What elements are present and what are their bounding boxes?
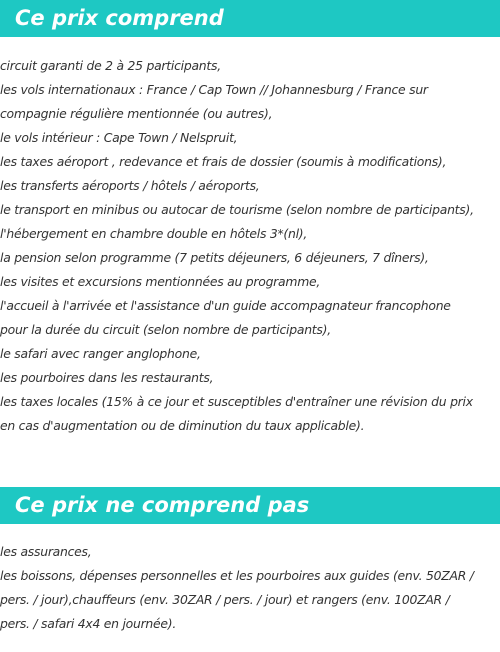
price-includes-list xyxy=(0,54,498,438)
list-line: en cas d'augmentation ou de diminution du taux applicable). xyxy=(0,418,365,433)
section-title-price-excludes: Ce prix ne comprend pas xyxy=(0,487,500,524)
section-title-price-includes: Ce prix comprend xyxy=(0,0,500,37)
list-line: la pension selon programme (7 petits déjeuners, 6 déjeuners, 7 dîners), xyxy=(0,250,429,265)
list-line: les boissons, dépenses personnelles et les pourboires aux guides (env. 50ZAR / xyxy=(0,568,474,583)
list-line: le transport en minibus ou autocar de tourisme (selon nombre de participants), xyxy=(0,202,474,217)
list-line: les transferts aéroports / hôtels / aéroports, xyxy=(0,178,260,193)
price-excludes-list xyxy=(0,540,498,636)
list-line: compagnie régulière mentionnée (ou autres), xyxy=(0,106,273,121)
list-line: les vols internationaux : France / Cap Town // Johannesburg / France sur xyxy=(0,82,428,97)
list-line: circuit garanti de 2 à 25 participants, xyxy=(0,58,221,73)
list-line: les visites et excursions mentionnées au programme, xyxy=(0,274,321,289)
list-line: le vols intérieur : Cape Town / Nelspruit, xyxy=(0,130,238,145)
list-line: pour la durée du circuit (selon nombre de participants), xyxy=(0,322,331,337)
list-line: les taxes locales (15% à ce jour et susceptibles d'entraîner une révision du prix xyxy=(0,394,473,409)
list-line: l'hébergement en chambre double en hôtels 3*(nl), xyxy=(0,226,308,241)
list-line: les pourboires dans les restaurants, xyxy=(0,370,214,385)
list-line: les taxes aéroport , redevance et frais de dossier (soumis à modifications), xyxy=(0,154,447,169)
list-line: le safari avec ranger anglophone, xyxy=(0,346,201,361)
list-line: pers. / jour),chauffeurs (env. 30ZAR / pers. / jour) et rangers (env. 100ZAR / xyxy=(0,592,450,607)
list-line: les assurances, xyxy=(0,544,92,559)
list-line: l'accueil à l'arrivée et l'assistance d'un guide accompagnateur francophone xyxy=(0,298,451,313)
list-line: pers. / safari 4x4 en journée). xyxy=(0,616,177,631)
